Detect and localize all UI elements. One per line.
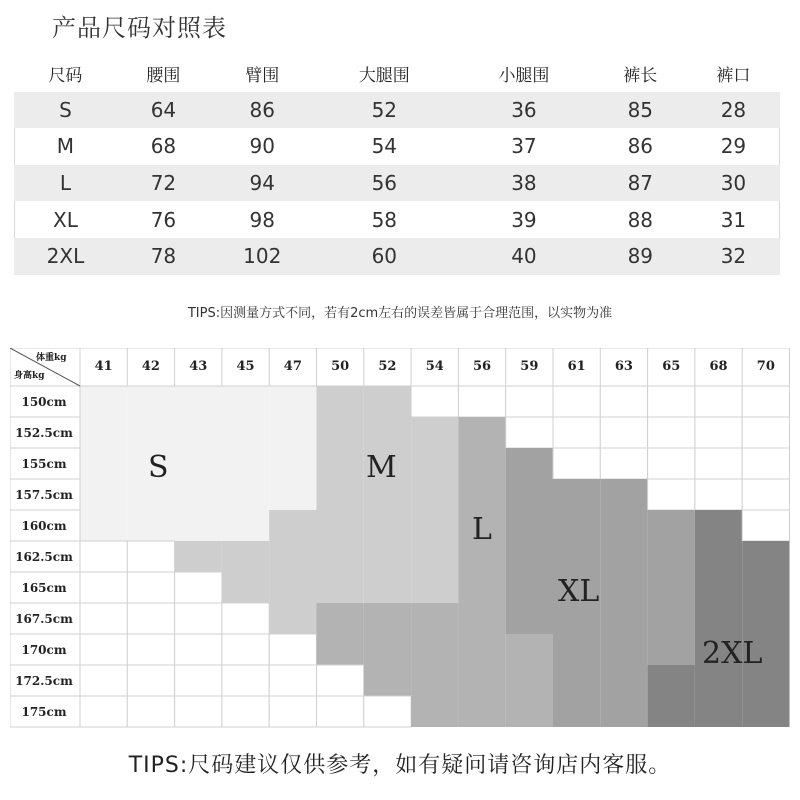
grid-cell [222, 448, 269, 479]
grid-cell [317, 696, 364, 727]
grid-cell [127, 665, 174, 696]
grid-cell [695, 417, 742, 448]
grid-cell [648, 448, 695, 479]
grid-cell [175, 603, 222, 634]
grid-cell [127, 603, 174, 634]
size-table-header: 裤口 [716, 65, 751, 86]
height-label: 152.5cm [15, 426, 73, 440]
grid-cell [317, 572, 364, 603]
table-cell: 94 [249, 171, 275, 196]
grid-cell [695, 696, 742, 727]
weight-header: 43 [189, 359, 208, 374]
grid-cell [222, 572, 269, 603]
grid-cell [364, 696, 411, 727]
table-cell: 2XL [46, 244, 85, 269]
grid-cell [648, 417, 695, 448]
grid-cell [80, 510, 127, 541]
grid-cell [695, 541, 742, 572]
grid-cell [222, 634, 269, 665]
grid-cell [175, 572, 222, 603]
grid-cell [600, 448, 647, 479]
grid-cell [458, 603, 505, 634]
table-row [14, 92, 780, 129]
height-label: 157.5cm [15, 488, 73, 502]
table-row [14, 128, 780, 165]
grid-cell [411, 665, 458, 696]
size-table-header: 腰围 [146, 65, 181, 86]
grid-cell [269, 510, 316, 541]
weight-header: 50 [331, 359, 350, 374]
grid-cell [506, 417, 553, 448]
table-cell: 86 [627, 134, 654, 159]
grid-cell [506, 479, 553, 510]
grid-cell [506, 510, 553, 541]
grid-cell [269, 572, 316, 603]
grid-cell [411, 417, 458, 448]
grid-cell [80, 386, 127, 417]
grid-cell [553, 696, 600, 727]
grid-cell [695, 603, 742, 634]
grid-cell [506, 541, 553, 572]
grid-cell [411, 386, 458, 417]
grid-cell [506, 696, 553, 727]
table-cell: 52 [371, 97, 398, 122]
table-cell: XL [53, 207, 78, 232]
grid-cell [269, 448, 316, 479]
grid-cell [695, 386, 742, 417]
weight-header: 63 [614, 359, 633, 374]
grid-cell [175, 479, 222, 510]
table-row [14, 165, 780, 202]
grid-cell [80, 541, 127, 572]
grid-cell [600, 665, 647, 696]
grid-cell [175, 696, 222, 727]
table-cell: 85 [627, 97, 654, 122]
grid-cell [411, 541, 458, 572]
grid-cell [553, 386, 600, 417]
grid-cell [222, 386, 269, 417]
table-cell: 98 [249, 207, 275, 232]
grid-cell [553, 541, 600, 572]
table-cell: 30 [720, 171, 747, 196]
grid-cell [553, 634, 600, 665]
grid-cell [80, 603, 127, 634]
height-label: 165cm [21, 581, 67, 595]
grid-cell [695, 572, 742, 603]
grid-cell [269, 665, 316, 696]
grid-cell [553, 510, 600, 541]
table-cell: 31 [720, 207, 747, 232]
grid-cell [175, 634, 222, 665]
weight-header: 70 [756, 359, 775, 374]
grid-cell [175, 448, 222, 479]
table-cell: 86 [249, 97, 275, 122]
grid-cell [222, 417, 269, 448]
height-label: 170cm [21, 643, 67, 657]
grid-cell [553, 479, 600, 510]
grid-cell [222, 479, 269, 510]
grid-cell [600, 634, 647, 665]
grid-cell [175, 417, 222, 448]
size-table-header: 尺码 [48, 65, 83, 86]
grid-cell [506, 665, 553, 696]
table-cell: M [56, 134, 75, 159]
grid-cell [506, 386, 553, 417]
table-row [14, 238, 780, 275]
grid-cell [553, 417, 600, 448]
table-cell: 36 [511, 97, 537, 122]
table-cell: 39 [511, 207, 537, 232]
table-cell: 64 [150, 97, 177, 122]
height-label: 172.5cm [15, 674, 73, 688]
grid-cell [648, 510, 695, 541]
grid-cell [269, 603, 316, 634]
grid-cell [742, 386, 789, 417]
grid-cell [127, 386, 174, 417]
tips-measure: TIPS:因测量方式不同，若有2cm左右的误差皆属于合理范围，以实物为准 [187, 306, 613, 321]
grid-cell [695, 510, 742, 541]
size-grid-chart [10, 348, 790, 728]
grid-cell [648, 479, 695, 510]
grid-cell [600, 696, 647, 727]
grid-cell [80, 696, 127, 727]
grid-cell [648, 541, 695, 572]
size-table-header: 小腿围 [498, 65, 550, 86]
grid-cell [80, 448, 127, 479]
grid-cell [411, 479, 458, 510]
table-cell: 60 [371, 244, 398, 269]
weight-header: 65 [662, 359, 681, 374]
table-cell: 58 [371, 207, 398, 232]
size-zone-label: 2XL [702, 636, 763, 671]
grid-cell [222, 541, 269, 572]
grid-cell [411, 572, 458, 603]
grid-cell [80, 572, 127, 603]
grid-cell [364, 634, 411, 665]
grid-cell [600, 510, 647, 541]
grid-cell [648, 634, 695, 665]
grid-cell [80, 417, 127, 448]
table-cell: 76 [150, 207, 177, 232]
table-cell: 37 [511, 134, 537, 159]
grid-cell [127, 696, 174, 727]
grid-cell [175, 386, 222, 417]
grid-cell [742, 417, 789, 448]
size-zone-label: XL [558, 574, 600, 609]
weight-header: 54 [425, 359, 444, 374]
grid-cell [458, 479, 505, 510]
height-label: 155cm [21, 457, 67, 471]
size-table-header: 大腿围 [358, 65, 410, 86]
grid-cell [600, 386, 647, 417]
weight-header: 41 [94, 359, 113, 374]
grid-cell [269, 386, 316, 417]
grid-cell [411, 634, 458, 665]
table-cell: 38 [511, 171, 537, 196]
grid-cell [458, 696, 505, 727]
table-cell: S [59, 97, 72, 122]
grid-cell [648, 603, 695, 634]
grid-cell [80, 665, 127, 696]
grid-cell [80, 479, 127, 510]
grid-cell [600, 603, 647, 634]
grid-cell [222, 603, 269, 634]
weight-header: 42 [141, 359, 160, 374]
height-label: 150cm [21, 395, 67, 409]
grid-cell [600, 572, 647, 603]
grid-cell [317, 541, 364, 572]
page-title: 产品尺码对照表 [52, 14, 227, 42]
grid-cell [648, 572, 695, 603]
grid-cell [506, 634, 553, 665]
grid-cell [742, 572, 789, 603]
grid-cell [742, 448, 789, 479]
grid-cell [269, 417, 316, 448]
grid-cell [364, 417, 411, 448]
grid-cell [600, 417, 647, 448]
weight-header: 45 [236, 359, 255, 374]
size-zone-label: M [366, 450, 397, 485]
grid-cell [458, 665, 505, 696]
grid-cell [506, 448, 553, 479]
grid-cell [458, 417, 505, 448]
grid-cell [269, 541, 316, 572]
weight-header: 59 [520, 359, 539, 374]
weight-header: 47 [283, 359, 302, 374]
size-table [14, 55, 780, 275]
table-cell: 87 [627, 171, 654, 196]
grid-cell [269, 696, 316, 727]
table-cell: 29 [720, 134, 747, 159]
height-label: 175cm [21, 705, 67, 719]
height-label: 160cm [21, 519, 67, 533]
size-zone-label: S [148, 450, 169, 485]
table-cell: 32 [720, 244, 747, 269]
grid-cell [553, 448, 600, 479]
grid-cell [648, 696, 695, 727]
grid-cell [458, 572, 505, 603]
grid-cell [600, 479, 647, 510]
grid-cell [364, 541, 411, 572]
grid-cell [506, 572, 553, 603]
grid-cell [175, 665, 222, 696]
weight-header: 68 [709, 359, 728, 374]
grid-cell [742, 510, 789, 541]
grid-cell [222, 696, 269, 727]
weight-header: 56 [472, 359, 492, 374]
table-cell: 78 [150, 244, 177, 269]
grid-cell [317, 665, 364, 696]
table-cell: 102 [243, 244, 282, 269]
weight-header: 52 [378, 359, 397, 374]
height-label: 167.5cm [15, 612, 73, 626]
grid-cell [222, 510, 269, 541]
grid-cell [411, 510, 458, 541]
grid-cell [175, 510, 222, 541]
grid-cell [648, 386, 695, 417]
grid-cell [317, 634, 364, 665]
grid-cell [127, 510, 174, 541]
grid-cell [317, 417, 364, 448]
grid-cell [364, 386, 411, 417]
grid-cell [127, 572, 174, 603]
table-cell: 56 [371, 171, 398, 196]
size-grid-svg [10, 348, 790, 728]
grid-cell [695, 448, 742, 479]
grid-cell [364, 665, 411, 696]
table-cell: 72 [150, 171, 177, 196]
table-cell: 68 [150, 134, 177, 159]
grid-cell [458, 634, 505, 665]
size-table-header: 臂围 [245, 65, 280, 86]
grid-cell [411, 696, 458, 727]
grid-cell [127, 634, 174, 665]
tips-advice: TIPS:尺码建议仅供参考，如有疑问请咨询店内客服。 [128, 753, 672, 778]
table-cell: 28 [720, 97, 747, 122]
table-cell: 89 [627, 244, 654, 269]
grid-cell [742, 603, 789, 634]
table-cell: L [59, 171, 72, 196]
grid-cell [458, 386, 505, 417]
grid-cell [648, 665, 695, 696]
grid-cell [364, 572, 411, 603]
size-table-header: 裤长 [623, 65, 658, 86]
grid-cell [364, 603, 411, 634]
table-row [14, 201, 780, 238]
grid-cell [553, 665, 600, 696]
grid-cell [458, 448, 505, 479]
grid-cell [317, 479, 364, 510]
weight-header: 61 [567, 359, 586, 374]
grid-cell [411, 448, 458, 479]
grid-cell [269, 634, 316, 665]
grid-cell [80, 634, 127, 665]
size-zone-label: L [472, 512, 492, 547]
grid-cell [411, 603, 458, 634]
grid-cell [317, 386, 364, 417]
table-cell: 88 [627, 207, 654, 232]
grid-cell [317, 603, 364, 634]
table-cell: 54 [371, 134, 398, 159]
grid-cell [742, 696, 789, 727]
grid-cell [127, 417, 174, 448]
table-cell: 90 [249, 134, 275, 159]
grid-cell [506, 603, 553, 634]
grid-cell [695, 479, 742, 510]
height-label: 162.5cm [15, 550, 73, 564]
size-table-header-row [14, 55, 780, 92]
grid-cell [269, 479, 316, 510]
grid-cell [742, 541, 789, 572]
grid-cell [317, 510, 364, 541]
corner-weight-label: 体重kg [36, 353, 67, 363]
grid-cell [127, 541, 174, 572]
grid-cell [222, 665, 269, 696]
grid-cell [317, 448, 364, 479]
grid-cell [600, 541, 647, 572]
table-cell: 40 [511, 244, 537, 269]
grid-cell [364, 510, 411, 541]
grid-cell [742, 479, 789, 510]
corner-height-label: 身高kg [14, 371, 45, 381]
grid-cell [175, 541, 222, 572]
